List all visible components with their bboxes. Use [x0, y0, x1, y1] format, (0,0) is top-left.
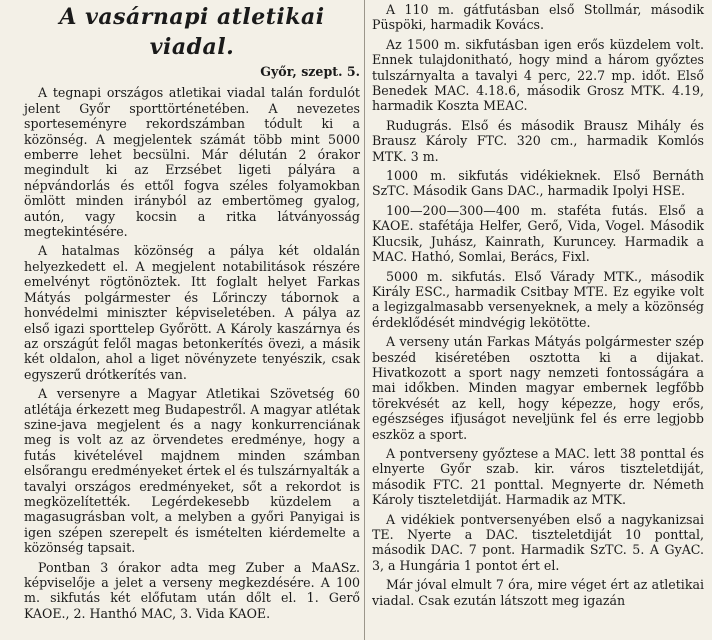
article-paragraph: Pontban 3 órakor adta meg Zuber a MaASz. képviselője a jelet a verseny megkezdésére. A 100 m. sikfutás két előfutam után dőlt el. 1. Gerő KAOE., 2. Hanthó MAC, 3. Vida KAOE. — [24, 559, 360, 621]
article-paragraph: A 110 m. gátfutásban első Stollmár, második Püspöki, harmadik Kovács. — [372, 2, 704, 33]
article-paragraph: 100—200—300—400 m. staféta futás. Első a KAOE. stafétája Helfer, Gerő, Vida, Vogel. Második Klucsik, Juhász, Kainrath, Kuruncey. Harmadik a MAC. Hathó, Somlai, Berács, Fixl. — [372, 202, 704, 265]
article-paragraph: 5000 m. sikfutás. Első Várady MTK., második Király ESC., harmadik Csitbay MTE. Ez egyike volt a legizgalmasabb versenyeknek, a mely a közönség érdeklődését mindvégig lekötötte. — [372, 268, 704, 330]
dateline: Győr, szept. 5. — [260, 64, 360, 79]
left-column — [24, 0, 360, 625]
article-paragraph: A vidékiek pontversenyében első a nagykanizsai TE. Nyerte a DAC. tiszteletdiját 10 ponttal, második DAC. 7 pont. Harmadik SzTC. 5. A GyAC. 3, a Hungária 1 pontot ért el. — [372, 511, 704, 573]
column-divider — [364, 0, 365, 640]
article-paragraph: 1000 m. sikfutás vidékieknek. Első Bernáth SzTC. Második Gans DAC., harmadik Ipolyi HSE. — [372, 168, 704, 199]
article-paragraph: A pontverseny győztese a MAC. lett 38 ponttal és elnyerte Győr szab. kir. város tiszteletdiját, második FTC. 21 ponttal. Megnyerte dr. Németh Károly tiszteletdiját. Harmadik az MTK. — [372, 445, 704, 508]
article-paragraph: Az 1500 m. sikfutásban igen erős küzdelem volt. Ennek tulajdonitható, hogy mind a három győztes tulszárnyalta a tavalyi 4 perc, 22.7 mp. időt. Első Benedek MAC. 4.18.6, második Grosz MTK. 4.19, harmadik Koszta MEAC. — [372, 36, 704, 114]
article-paragraph: A verseny után Farkas Mátyás polgármester szép beszéd kiséretében osztotta ki a dijakat. Hivatkozott a sport nagy nemzeti fontosságára a mai időkben. Minden magyar embernek legfőbb törekvését az kell, hogy képezze, hogy erős, egészséges ifjuságot neveljünk fel és erre legjobb eszköz a sport. — [372, 334, 704, 442]
article-paragraph: A hatalmas közönség a pálya két oldalán helyezkedett el. A megjelent notabilitások részére emelvényt rögtönöztek. Itt foglalt helyet Farkas Mátyás polgármester és Lőrinczy tábornok a honvédelmi miniszter képviseletében. A pálya az első igazi sporttelep Győrött. A Károly kaszárnya és az országút felől magas betonkerítés övezi, a másik két oldalon, ahol a liget növényzete tenyészik, csak egyszerű drótkerítés van. — [24, 243, 360, 382]
right-column — [372, 0, 704, 612]
article-paragraph: Rudugrás. Első és második Brausz Mihály és Brausz Károly FTC. 320 cm., harmadik Komlós MTK. 3 m. — [372, 117, 704, 164]
article-headline: A vasárnapi atletikai viadal. — [59, 4, 325, 60]
article-paragraph: A tegnapi országos atletikai viadal talán fordulót jelent Győr sporttörténetében. A nevezetes sporteseményre rekordszámban tódult ki a közönség. A megjelentek számát több mint 5000 emberre lehet becsülni. Már délután 2 órakor megindult ki az Erzsébet ligeti pályára a népvándorlás és ettől fogva széles folyamokban ömlött minden irányból az embertömeg gyalog, autón, vagy kocsin a ritka látványosság megtekintésére. — [24, 85, 360, 240]
article-paragraph: Már jóval elmult 7 óra, mire véget ért az atletikai viadal. Csak ezután látszott meg igazán — [372, 577, 704, 608]
article-paragraph: A versenyre a Magyar Atletikai Szövetség 60 atlétája érkezett meg Budapestről. A magyar atlétak szine-java megjelent és a nagy konkurrenciának meg is volt az az örvendetes eredménye, hogy a futás kivételével majdnem minden számban elsőrangu eredményeket értek el és tulszárnyalták a tavalyi országos eredményeket, sőt a rekordot is megközelítették. Legérdekesebb küzdelem a magasugrásban volt, a melyben a győri Panyigai is igen szépen szerepelt és ismételten kiérdemelte a közönség tapsait. — [24, 386, 360, 556]
